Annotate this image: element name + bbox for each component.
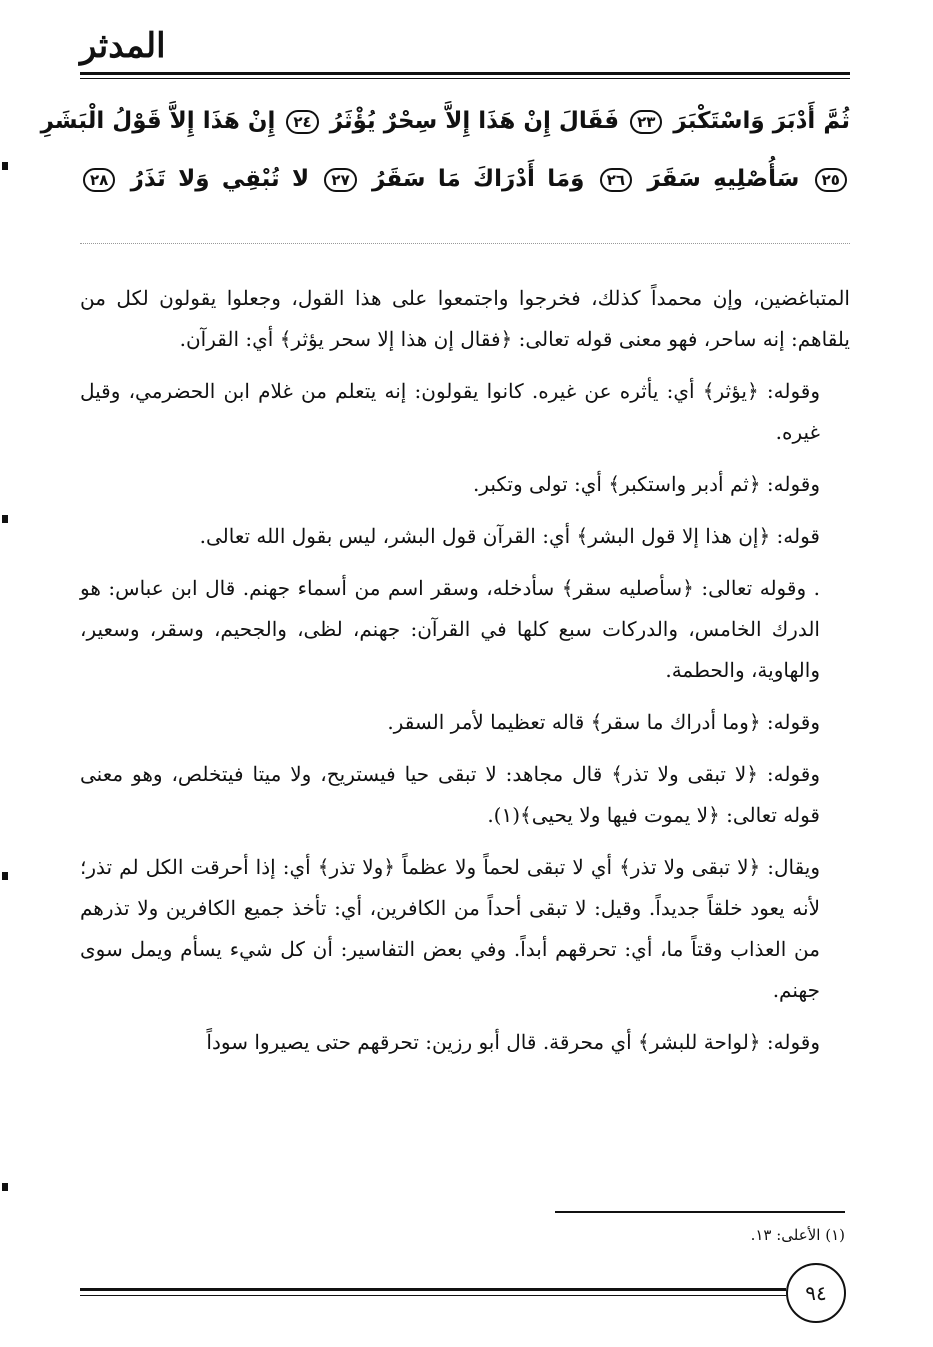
paragraph: المتباغضين، وإن محمداً كذلك، فخرجوا واجتمعوا على هذا القول، وجعلوا يقولون لكل من يلقاهم: إنه ساحر، فهو معنى قوله تعالى: ﴿فقال إن هذا إلا سحر يؤثر﴾ أي: القرآن. [80,286,850,351]
verse-line-1 [40,92,850,150]
verse-text: ثُمَّ أَدْبَرَ وَاسْتَكْبَرَ [673,108,850,134]
quran-verses [40,92,850,208]
paragraph: وقوله: ﴿ثم أدبر واستكبر﴾ أي: تولى وتكبر. [472,472,820,496]
paragraph: ويقال: ﴿لا تبقى ولا تذر﴾ أي لا تبقى لحماً ولا عظماً ﴿ولا تذر﴾ أي: إذا أحرقت الكل لم تذر؛ لأنه يعود خلقاً جديداً. وقيل: لا تبقى أحداً من الكافرين، أي: تأخذ جميع الكافرين ولا تذرهم من العذاب وقتاً ما، أي: تحرقهم أبداً. وفي بعض التفاسير: أن كل شيء يسأم ويمل سوى جهنم. [80,855,820,1002]
paragraph: وقوله: ﴿لواحة للبشر﴾ أي محرقة. قال أبو رزين: تحرقهم حتى يصيروا سوداً [206,1030,820,1054]
surah-title: المدثر [80,26,166,66]
paragraph: وقوله: ﴿لا تبقى ولا تذر﴾ قال مجاهد: لا تبقى حيا فيستريح، ولا ميتا فيتخلص، وهو معنى قوله تعالى: ﴿لا يموت فيها ولا يحيى﴾(١). [80,762,820,827]
verse-line-2 [80,150,850,208]
verse-number: ٢٦ [600,168,632,192]
margin-mark [2,1183,8,1191]
footnote: (١) الأعلى: ١٣. [750,1226,845,1244]
margin-mark [2,162,8,170]
paragraph: . وقوله تعالى: ﴿سأصليه سقر﴾ سأدخله، وسقر اسم من أسماء جهنم. قال ابن عباس: هو الدرك الخامس، والدركات سبع كلها في القرآن: جهنم، لظى، والجحيم، وسقر، وسعير، والهاوية، والحطمة. [80,576,821,682]
commentary-body [80,278,850,1074]
verse-number: ٢٨ [83,168,115,192]
margin-mark [2,872,8,880]
header-rule-bottom [80,78,850,79]
verse-separator [80,243,850,244]
page-number-badge [786,1263,846,1323]
verse-text: سَأُصْلِيهِ سَقَرَ [647,166,800,192]
verse-text: وَمَا أَدْرَاكَ مَا سَقَرُ [372,166,585,192]
footnote-rule [555,1211,845,1213]
verse-text: إِنْ هَذَا إِلاَّ قَوْلُ الْبَشَرِ [40,108,276,134]
margin-mark [2,515,8,523]
paragraph: وقوله: ﴿يؤثر﴾ أي: يأثره عن غيره. كانوا يقولون: إنه يتعلم من غلام ابن الحضرمي، وقيل غيره. [80,379,820,444]
verse-text: فَقَالَ إِنْ هَذَا إِلاَّ سِحْرٌ يُؤْثَرُ [329,108,620,134]
verse-number: ٢٤ [286,110,318,134]
footer-rule-bottom [80,1295,786,1296]
verse-number: ٢٣ [630,110,662,134]
header-rule-top [80,72,850,75]
footer-rule-top [80,1288,786,1291]
page-number: ٩٤ [805,1281,827,1305]
verse-number: ٢٥ [815,168,847,192]
verse-number: ٢٧ [324,168,356,192]
verse-text: لا تُبْقِي وَلا تَذَرُ [130,166,310,192]
paragraph: وقوله: ﴿وما أدراك ما سقر﴾ قاله تعظيما لأمر السقر. [387,710,820,734]
paragraph: قوله: ﴿إن هذا إلا قول البشر﴾ أي: القرآن قول البشر، ليس بقول الله تعالى. [199,524,820,548]
